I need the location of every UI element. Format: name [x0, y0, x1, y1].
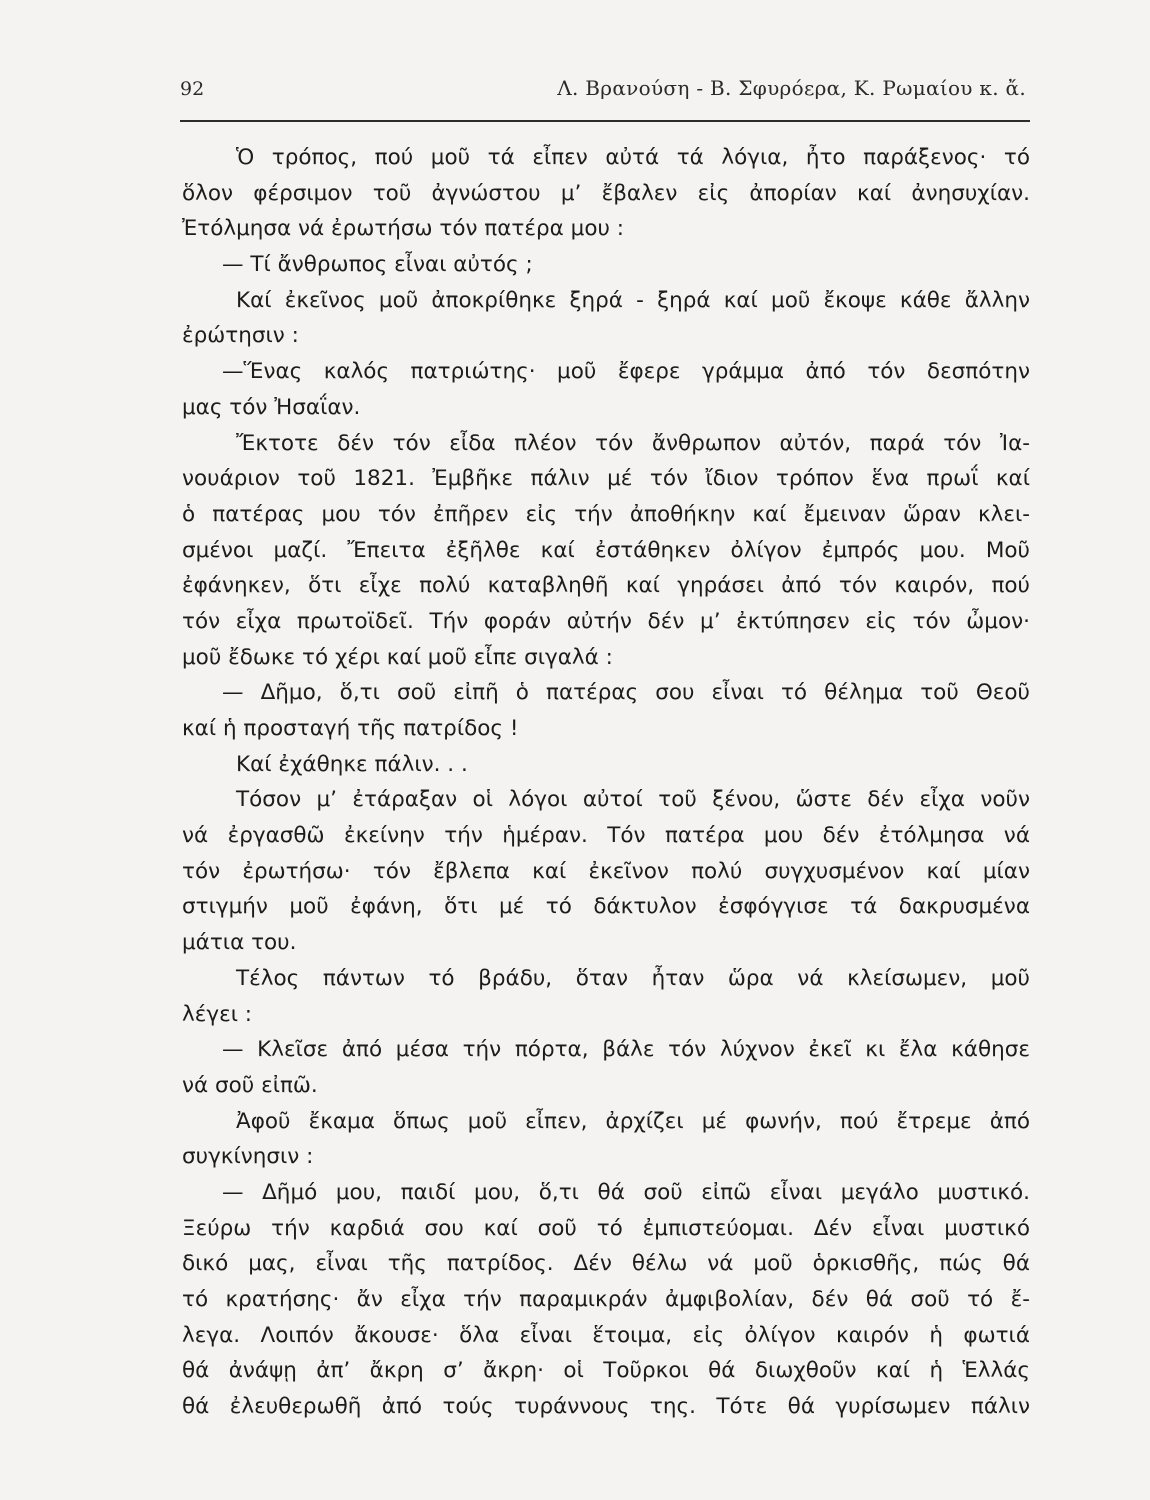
text-line: μας τόν Ἠσαΐαν. [182, 394, 361, 420]
text-line: μοῦ ἔδωκε τό χέρι καί μοῦ εἶπε σιγαλά : [182, 644, 613, 670]
body-text [182, 140, 1030, 1425]
text-line: θά ἐλευθερωθῆ ἀπό τούς τυράννους της. Τότε θά γυρίσωμεν πάλιν [182, 1394, 1030, 1420]
text-line: νά σοῦ εἰπῶ. [182, 1072, 318, 1098]
text-line: Τέλος πάντων τό βράδυ, ὅταν ἦταν ὥρα νά κλείσωμεν, μοῦ [236, 965, 1030, 991]
text-line: — Δῆμο, ὅ,τι σοῦ εἰπῆ ὁ πατέρας σου εἶναι τό θέλημα τοῦ Θεοῦ [222, 680, 1030, 706]
text-line: τό κρατήσης· ἄν εἶχα τήν παραμικράν ἀμφιβολίαν, δέν θά σοῦ τό ἔ- [182, 1287, 1030, 1312]
text-line: Ἐτόλμησα νά ἐρωτήσω τόν πατέρα μου : [182, 216, 624, 242]
running-head: Λ. Βρανούση - Β. Σφυρόερα, Κ. Ρωμαίου κ. ἄ. [557, 76, 1026, 100]
text-line: λέγει : [182, 1001, 253, 1027]
text-line: σμένοι μαζί. Ἔπειτα ἐξῆλθε καί ἐστάθηκεν ὀλίγον ἐμπρός μου. Μοῦ [182, 537, 1030, 563]
text-line: —Ἕνας καλός πατριώτης· μοῦ ἔφερε γράμμα ἀπό τόν δεσπότην [222, 359, 1030, 385]
text-line: Ὁ τρόπος, πού μοῦ τά εἶπεν αὐτά τά λόγια, ἦτο παράξενος· τό [236, 145, 1030, 170]
text-line: — Τί ἄνθρωπος εἶναι αὐτός ; [222, 252, 533, 278]
text-line: Ἔκτοτε δέν τόν εἶδα πλέον τόν ἄνθρωπον αὐτόν, παρά τόν Ἰα- [236, 430, 1030, 456]
header-rule [180, 120, 1030, 122]
text-line: θά ἀνάψῃ ἀπ’ ἄκρη σ’ ἄκρη· οἱ Τοῦρκοι θά διωχθοῦν καί ἡ Ἑλλάς [182, 1358, 1030, 1384]
page-header [180, 76, 1026, 110]
text-line: ὅλον φέρσιμον τοῦ ἀγνώστου μ’ ἔβαλεν εἰς ἀπορίαν καί ἀνησυχίαν. [182, 180, 1030, 206]
text-line: δικό μας, εἶναι τῆς πατρίδος. Δέν θέλω νά μοῦ ὁρκισθῆς, πώς θά [182, 1251, 1030, 1277]
text-line: ὁ πατέρας μου τόν ἐπῆρεν εἰς τήν ἀποθήκην καί ἔμειναν ὥραν κλει- [182, 501, 1030, 527]
page-number: 92 [180, 78, 205, 100]
text-line: τόν εἶχα πρωτοϊδεῖ. Τήν φοράν αὐτήν δέν μ’ ἐκτύπησεν εἰς τόν ὦμον· [182, 608, 1030, 634]
text-line: Ξεύρω τήν καρδιά σου καί σοῦ τό ἐμπιστεύομαι. Δέν εἶναι μυστικό [182, 1215, 1030, 1241]
text-line: νά ἐργασθῶ ἐκείνην τήν ἡμέραν. Τόν πατέρα μου δέν ἐτόλμησα νά [182, 823, 1030, 849]
text-line: συγκίνησιν : [182, 1144, 314, 1170]
text-line: ἐρώτησιν : [182, 323, 299, 349]
text-line: στιγμήν μοῦ ἐφάνη, ὅτι μέ τό δάκτυλον ἐσφόγγισε τά δακρυσμένα [182, 894, 1030, 920]
text-line: — Κλεῖσε ἀπό μέσα τήν πόρτα, βάλε τόν λύχνον ἐκεῖ κι ἔλα κάθησε [222, 1037, 1030, 1063]
text-line: μάτια του. [182, 930, 297, 956]
text-line: νουάριον τοῦ 1821. Ἐμβῆκε πάλιν μέ τόν ἴδιον τρόπον ἕνα πρωΐ καί [182, 466, 1030, 492]
text-line: Ἀφοῦ ἔκαμα ὅπως μοῦ εἶπεν, ἀρχίζει μέ φωνήν, πού ἔτρεμε ἀπό [236, 1108, 1030, 1134]
text-line: τόν ἐρωτήσω· τόν ἔβλεπα καί ἐκεῖνον πολύ συγχυσμένον καί μίαν [182, 858, 1030, 884]
text-line: Καί ἐκεῖνος μοῦ ἀποκρίθηκε ξηρά - ξηρά καί μοῦ ἔκοψε κάθε ἄλλην [236, 287, 1030, 313]
text-line: Καί ἐχάθηκε πάλιν. . . [236, 751, 468, 777]
text-line: — Δῆμό μου, παιδί μου, ὅ,τι θά σοῦ εἰπῶ εἶναι μεγάλο μυστικό. [222, 1179, 1030, 1205]
text-line: λεγα. Λοιπόν ἄκουσε· ὅλα εἶναι ἕτοιμα, εἰς ὀλίγον καιρόν ἡ φωτιά [182, 1322, 1030, 1348]
text-line: ἐφάνηκεν, ὅτι εἶχε πολύ καταβληθῆ καί γηράσει ἀπό τόν καιρόν, πού [182, 573, 1030, 599]
text-line: Τόσον μ’ ἐτάραξαν οἱ λόγοι αὐτοί τοῦ ξένου, ὥστε δέν εἶχα νοῦν [236, 787, 1030, 813]
text-line: καί ἡ προσταγή τῆς πατρίδος ! [182, 716, 519, 741]
